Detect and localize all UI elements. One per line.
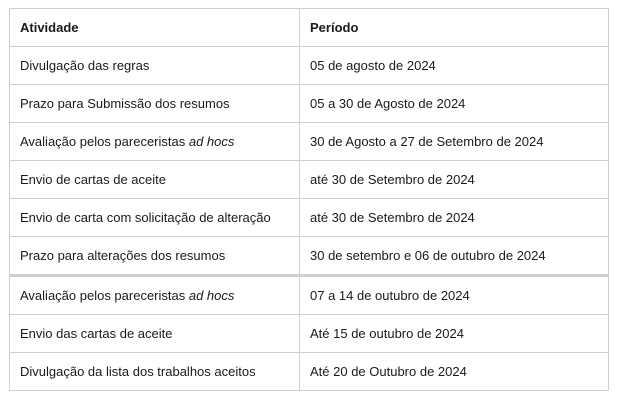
- period-cell: 30 de setembro e 06 de outubro de 2024: [300, 237, 609, 276]
- activity-cell: [10, 161, 300, 199]
- activity-cell: [10, 123, 300, 161]
- table-header-row: [10, 9, 609, 47]
- activity-text: Avaliação pelos pareceristas: [20, 288, 189, 303]
- period-cell: até 30 de Setembro de 2024: [300, 161, 609, 199]
- table-row: [10, 315, 609, 353]
- table-row: [10, 353, 609, 391]
- header-activity: Atividade: [10, 9, 300, 47]
- activity-cell: [10, 276, 300, 315]
- schedule-table: [9, 8, 609, 391]
- activity-cell: [10, 237, 300, 276]
- period-cell: 05 de agosto de 2024: [300, 47, 609, 85]
- table-row: [10, 199, 609, 237]
- activity-text: Divulgação da lista dos trabalhos aceitos: [20, 364, 256, 379]
- period-cell: Até 15 de outubro de 2024: [300, 315, 609, 353]
- table-row: [10, 237, 609, 276]
- activity-italic-text: ad hocs: [188, 288, 235, 303]
- period-cell: até 30 de Setembro de 2024: [300, 199, 609, 237]
- table-row: [10, 276, 609, 315]
- activity-text: Prazo para Submissão dos resumos: [20, 96, 230, 111]
- activity-text: Envio de cartas de aceite: [20, 172, 166, 187]
- activity-text: Avaliação pelos pareceristas: [20, 134, 189, 149]
- activity-cell: [10, 315, 300, 353]
- table-row: [10, 85, 609, 123]
- activity-cell: [10, 353, 300, 391]
- activity-text: Prazo para alterações dos resumos: [20, 248, 226, 263]
- table-row: [10, 47, 609, 85]
- period-cell: 07 a 14 de outubro de 2024: [300, 276, 609, 315]
- table-row: [10, 123, 609, 161]
- activity-cell: [10, 47, 300, 85]
- activity-cell: [10, 85, 300, 123]
- period-cell: Até 20 de Outubro de 2024: [300, 353, 609, 391]
- table-row: [10, 161, 609, 199]
- activity-cell: [10, 199, 300, 237]
- activity-text: Envio das cartas de aceite: [20, 326, 173, 341]
- period-cell: 05 a 30 de Agosto de 2024: [300, 85, 609, 123]
- period-cell: 30 de Agosto a 27 de Setembro de 2024: [300, 123, 609, 161]
- activity-italic-text: ad hocs: [188, 134, 235, 149]
- header-period: Período: [300, 9, 609, 47]
- activity-text: Envio de carta com solicitação de alteração: [20, 210, 271, 225]
- activity-text: Divulgação das regras: [20, 58, 150, 73]
